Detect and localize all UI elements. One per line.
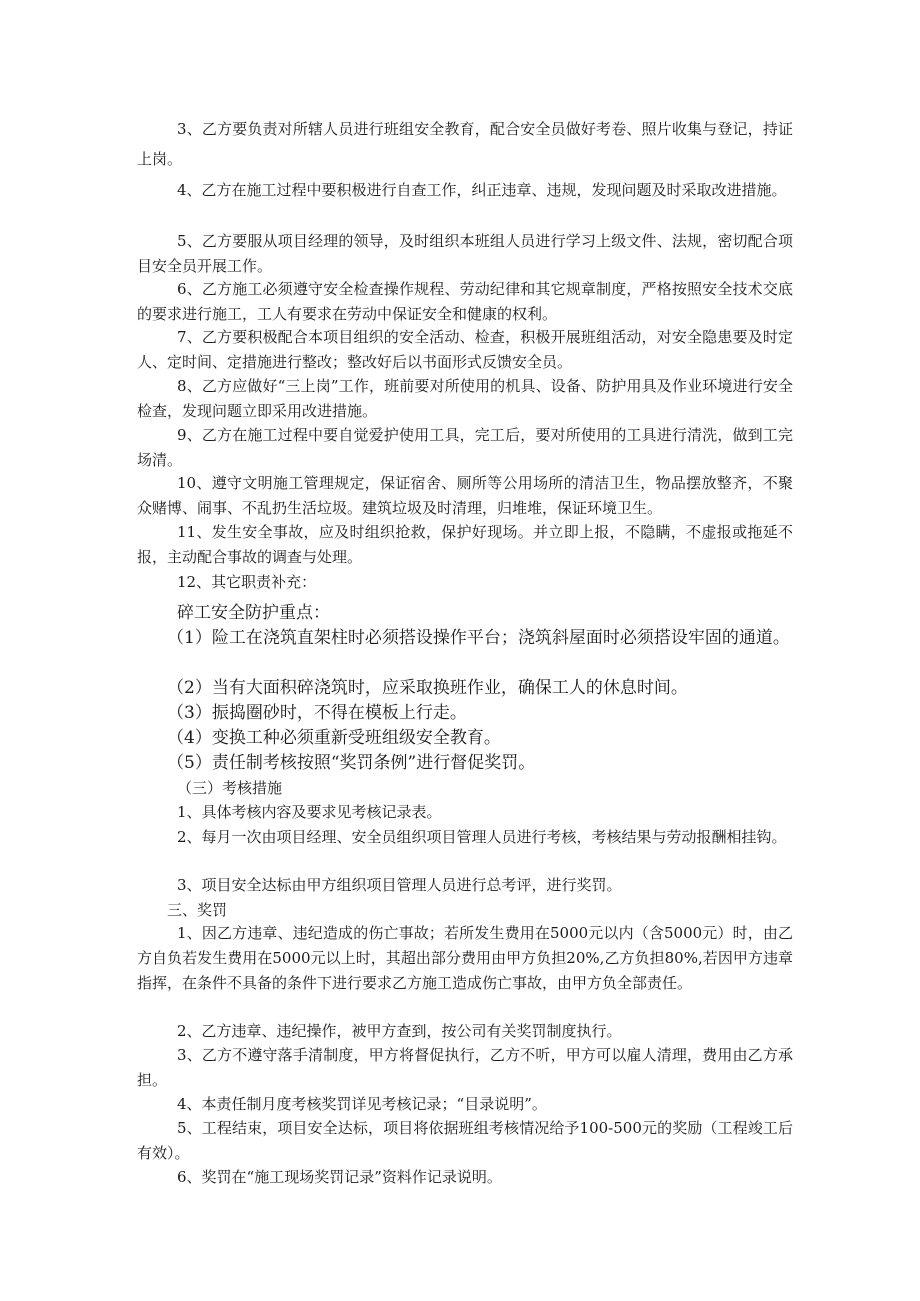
rewards-item-4: 4、本责任制月度考核奖罚详见考核记录；“目录说明”。 [177, 1095, 547, 1113]
paragraph-item-8: 8、乙方应做好“三上岗”工作，班前要对所使用的机具、设备、防护用具及作业环境进行安全检查，发现问题立即采用改进措施。 [137, 377, 793, 420]
paragraph-item-3: 3、乙方要负责对所辖人员进行班组安全教育，配合安全员做好考卷、照片收集与登记，持证上岗。 [137, 120, 793, 168]
paragraph-item-9: 9、乙方在施工过程中要自觉爱护使用工具，完工后，要对所使用的工具进行清洗，做到工完场清。 [137, 426, 793, 469]
paragraph-item-5: 5、乙方要服从项目经理的领导，及时组织本班组人员进行学习上级文件、法规，密切配合项目安全员开展工作。 [137, 232, 793, 275]
paragraph-item-4: 4、乙方在施工过程中要积极进行自查工作，纠正违章、违规，发现问题及时采取改进措施。 [177, 181, 787, 199]
rewards-item-6: 6、奖罚在“施工现场奖罚记录”资料作记录说明。 [177, 1168, 502, 1186]
assessment-heading: （三）考核措施 [177, 779, 283, 797]
rewards-item-3: 3、乙方不遵守落手清制度，甲方将督促执行，乙方不听，甲方可以雇人清理，费用由乙方承担。 [137, 1046, 793, 1089]
protection-item-2: （2）当有大面积碎浇筑时，应采取换班作业，确保工人的休息时间。 [167, 678, 688, 698]
rewards-item-2: 2、乙方违章、违纪操作，被甲方查到，按公司有关奖罚制度执行。 [177, 1022, 622, 1040]
assessment-item-3: 3、项目安全达标由甲方组织项目管理人员进行总考评，进行奖罚。 [177, 876, 622, 894]
protection-heading: 碎工安全防护重点： [177, 603, 330, 623]
paragraph-item-10: 10、遵守文明施工管理规定，保证宿舍、厕所等公用场所的清洁卫生，物品摆放整齐，不聚众赌博、闹事、不乱扔生活垃圾。建筑垃圾及时清理，归堆堆，保证环境卫生。 [137, 474, 793, 517]
protection-item-4: （4）变换工种必须重新受班组级安全教育。 [167, 728, 501, 748]
assessment-item-1: 1、具体考核内容及要求见考核记录表。 [177, 803, 442, 821]
paragraph-item-12: 12、其它职责补充： [177, 573, 317, 591]
paragraph-item-6: 6、乙方施工必须遵守安全检查操作规程、劳动纪律和其它规章制度，严格按照安全技术交底的要求进行施工，工人有要求在劳动中保证安全和健康的权利。 [137, 280, 793, 323]
rewards-heading: 三、奖罚 [167, 901, 228, 919]
protection-item-1: （1）险工在浇筑直架柱时必须搭设操作平台；浇筑斜屋面时必须搭设牢固的通道。 [167, 628, 790, 648]
assessment-item-2: 2、每月一次由项目经理、安全员组织项目管理人员进行考核，考核结果与劳动报酬相挂钩。 [177, 828, 787, 846]
rewards-item-1: 1、因乙方违章、违纪造成的伤亡事故；若所发生费用在5000元以内（含5000元）时，由乙方自负若发生费用在5000元以上时，其超出部分费用由甲方负担20%,乙方负担80%,若因甲方违章指挥，在条件不具备的条件下进行要求乙方施工造成伤亡事故，由甲方负全部责任。 [137, 924, 793, 992]
protection-item-5: （5）责任制考核按照“奖罚条例”进行督促奖罚。 [167, 753, 536, 773]
paragraph-item-7: 7、乙方要积极配合本项目组织的安全活动、检查，积极开展班组活动，对安全隐患要及时定人、定时间、定措施进行整改；整改好后以书面形式反馈安全员。 [137, 328, 793, 371]
paragraph-item-11: 11、发生安全事故，应及时组织抢救，保护好现场。并立即上报，不隐瞒，不虚报或拖延不报，主动配合事故的调查与处理。 [137, 523, 793, 566]
protection-item-3: （3）振捣圈砂时，不得在模板上行走。 [167, 703, 467, 723]
rewards-item-5: 5、工程结束，项目安全达标，项目将依据班组考核情况给予100-500元的奖励（工程竣工后有效）。 [137, 1119, 793, 1162]
